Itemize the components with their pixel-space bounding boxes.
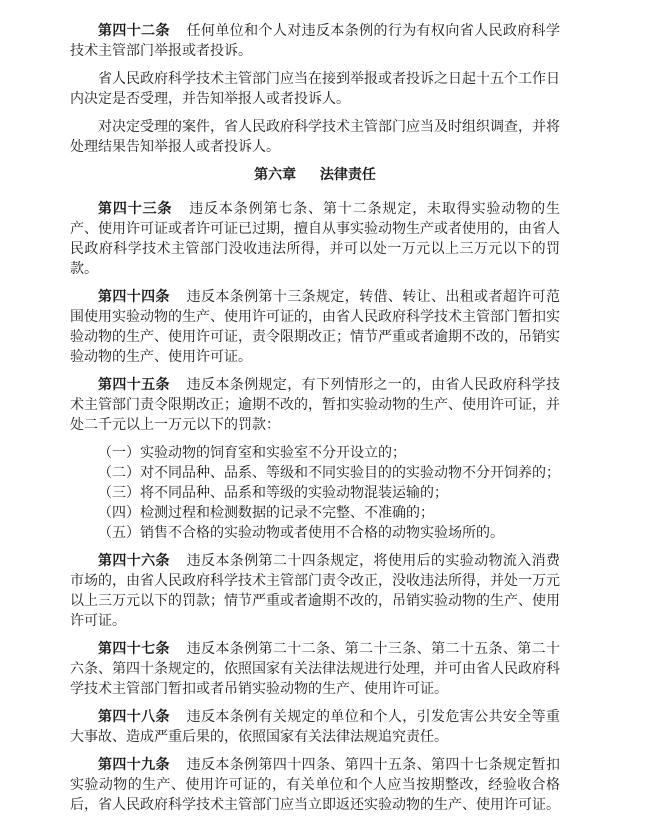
article-47-paragraph — [70, 640, 560, 700]
article-43-paragraph — [70, 200, 560, 280]
article-42-clause-3: 对决定受理的案件，省人民政府科学技术主管部门应当及时组织调查，并将处理结果告知举报人或者投诉人。 — [70, 120, 560, 155]
list-item-5: （五）销售不合格的实验动物或者使用不合格的动物实验场所的。 — [98, 526, 504, 541]
article-45-number: 第四十五条 — [98, 378, 170, 393]
article-42-clause-2: 省人民政府科学技术主管部门应当在接到举报或者投诉之日起十五个工作日内决定是否受理，并告知举报人或者投诉人。 — [70, 72, 560, 107]
article-46-number: 第四十六条 — [98, 554, 170, 569]
article-47-number: 第四十七条 — [98, 642, 170, 657]
article-43-text: 违反本条例第七条、第十二条规定，未取得实验动物的生产、使用许可证或者许可证已过期，擅自从事实验动物生产或者使用的，由省人民政府科学技术主管部门没收违法所得，并可以处一万元以上三万元以下的罚款。 — [70, 202, 561, 277]
article-43-number: 第四十三条 — [98, 202, 173, 217]
chapter-heading — [70, 166, 560, 186]
list-item-1: （一）实验动物的饲育室和实验室不分开设立的； — [98, 446, 406, 461]
list-item-2: （二）对不同品种、品系、等级和不同实验目的的实验动物不分开饲养的； — [98, 466, 560, 481]
article-46-paragraph — [70, 552, 560, 632]
article-42-number: 第四十二条 — [98, 24, 170, 39]
article-48-number: 第四十八条 — [98, 710, 170, 725]
article-45-text: 违反本条例规定，有下列情形之一的，由省人民政府科学技术主管部门责令限期改正；逾期不改的，暂扣实验动物的生产、使用许可证，并处二千元以上一万元以下的罚款： — [70, 378, 561, 433]
list-item-4: （四）检测过程和检测数据的记录不完整、不准确的； — [98, 506, 434, 521]
article-44-paragraph — [70, 288, 560, 368]
article-48-text: 违反本条例有关规定的单位和个人，引发危害公共安全等重大事故、造成严重后果的，依照国家有关法律法规追究责任。 — [70, 710, 561, 745]
article-48-paragraph — [70, 708, 560, 748]
article-46-text: 违反本条例第二十四条规定，将使用后的实验动物流入消费市场的，由省人民政府科学技术主管部门责令改正，没收违法所得，并处一万元以上三万元以下的罚款；情节严重或者逾期不改的，吊销实验动物的生产、使用许可证。 — [70, 554, 561, 629]
article-45-paragraph — [70, 376, 560, 436]
list-item-3: （三）将不同品种、品系和等级的实验动物混装运输的； — [98, 486, 448, 501]
chapter-number: 第六章 — [254, 168, 297, 183]
article-44-text: 违反本条例第十三条规定，转借、转让、出租或者超许可范围使用实验动物的生产、使用许可证的，由省人民政府科学技术主管部门暂扣实验动物的生产、使用许可证，责令限期改正；情节严重或者逾期不改的，吊销实验动物的生产、使用许可证。 — [70, 290, 561, 365]
article-42-text: 任何单位和个人对违反本条例的行为有权向省人民政府科学技术主管部门举报或者投诉。 — [70, 24, 561, 59]
article-47-text: 违反本条例第二十二条、第二十三条、第二十五条、第二十六条、第四十条规定的，依照国家有关法律法规进行处理，并可由省人民政府科学技术主管部门暂扣或者吊销实验动物的生产、使用许可证。 — [70, 642, 561, 697]
chapter-title: 法律责任 — [319, 168, 376, 183]
article-49-text: 违反本条例第四十四条、第四十五条、第四十七条规定暂扣实验动物的生产、使用许可证的，有关单位和个人应当按期整改，经验收合格后，省人民政府科学技术主管部门应当立即返还实验动物的生产、使用许可证。 — [70, 758, 561, 813]
article-49-paragraph — [70, 756, 560, 816]
article-49-number: 第四十九条 — [98, 758, 170, 773]
article-44-number: 第四十四条 — [98, 290, 170, 305]
article-42-paragraph — [70, 22, 560, 62]
article-45-item-list — [70, 444, 560, 544]
